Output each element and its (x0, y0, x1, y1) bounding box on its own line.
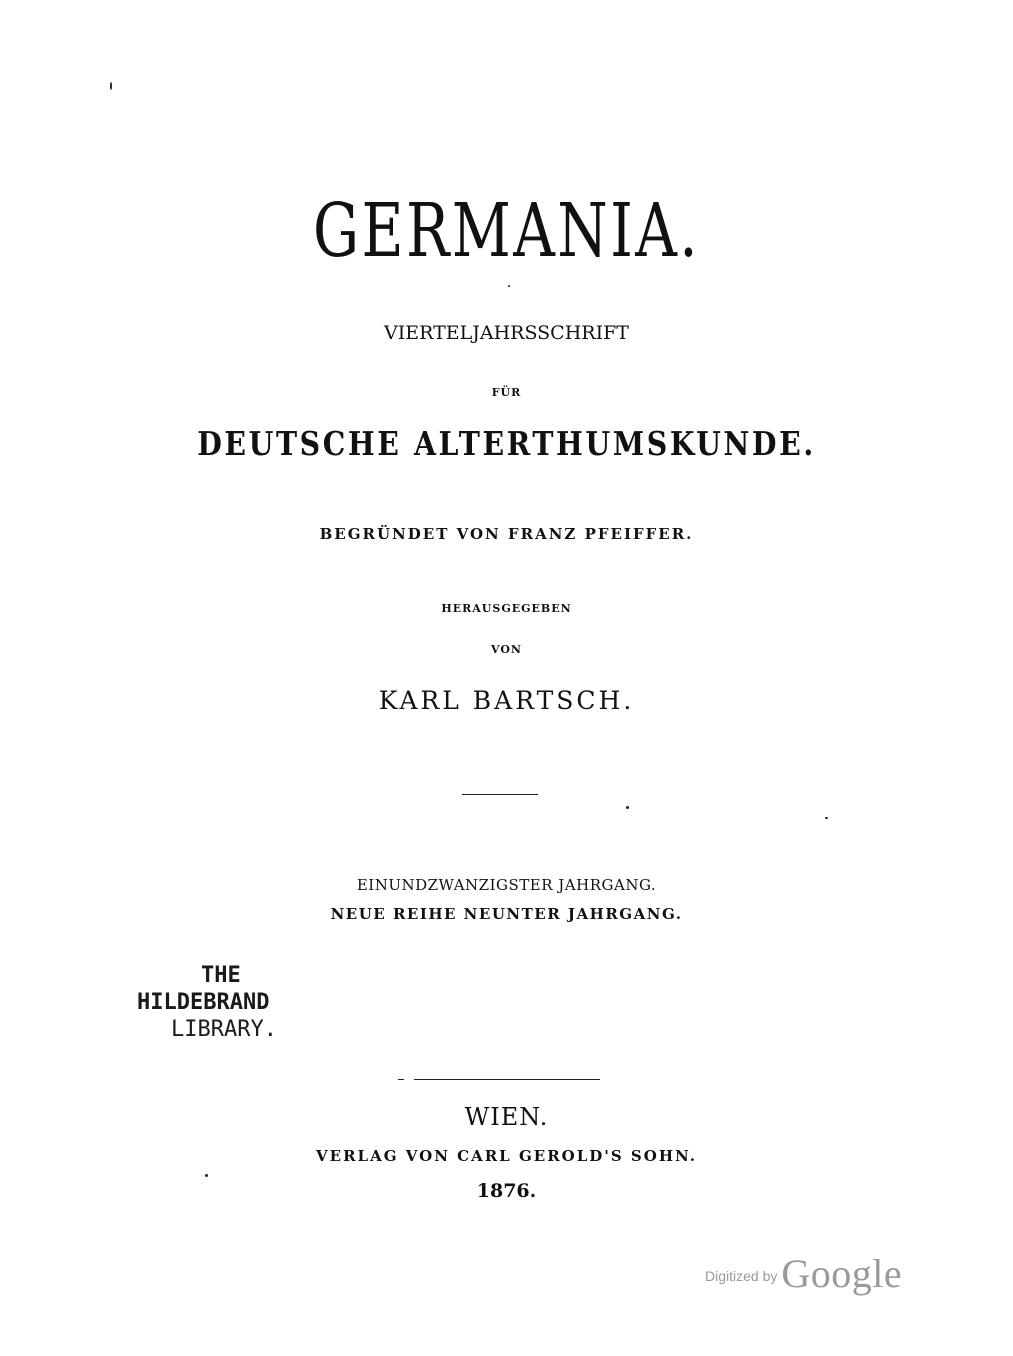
founder-line: BEGRÜNDET VON FRANZ PFEIFFER. (319, 525, 694, 543)
stamp-line-1: THE (201, 963, 241, 988)
journal-title: GERMANIA. (313, 188, 700, 274)
digitized-watermark (705, 1250, 902, 1297)
google-logo: Google (781, 1251, 903, 1296)
stamp-line-3: LIBRARY. (171, 1017, 277, 1042)
divider-rule (462, 794, 538, 795)
library-stamp (137, 962, 277, 1043)
herausgegeben-label: HERAUSGEGEBEN (441, 602, 572, 615)
volume-line-2: NEUE REIHE NEUNTER JAHRGANG. (330, 905, 683, 923)
print-speck (825, 817, 828, 819)
stamp-line-2: HILDEBRAND (137, 990, 270, 1015)
journal-subtitle: VIERTELJAHRSSCHRIFT (384, 322, 629, 344)
print-speck (205, 1174, 208, 1177)
print-speck (110, 82, 112, 90)
von-label: VON (491, 643, 522, 656)
fuer-label: FÜR (491, 386, 522, 399)
publisher-line: VERLAG VON CARL GEROLD'S SOHN. (316, 1147, 697, 1165)
watermark-prefix: Digitized by (705, 1268, 778, 1284)
volume-line-1: EINUNDZWANZIGSTER JAHRGANG. (356, 876, 657, 894)
divider-rule-dot (398, 1079, 404, 1080)
print-speck (508, 285, 510, 287)
discipline-heading: DEUTSCHE ALTERTHUMSKUNDE. (197, 424, 816, 463)
editor-name: KARL BARTSCH. (378, 686, 635, 715)
print-speck (626, 806, 629, 809)
publication-year: 1876. (476, 1180, 537, 1202)
divider-rule-long (414, 1079, 600, 1080)
place-of-publication: WIEN. (464, 1103, 549, 1131)
